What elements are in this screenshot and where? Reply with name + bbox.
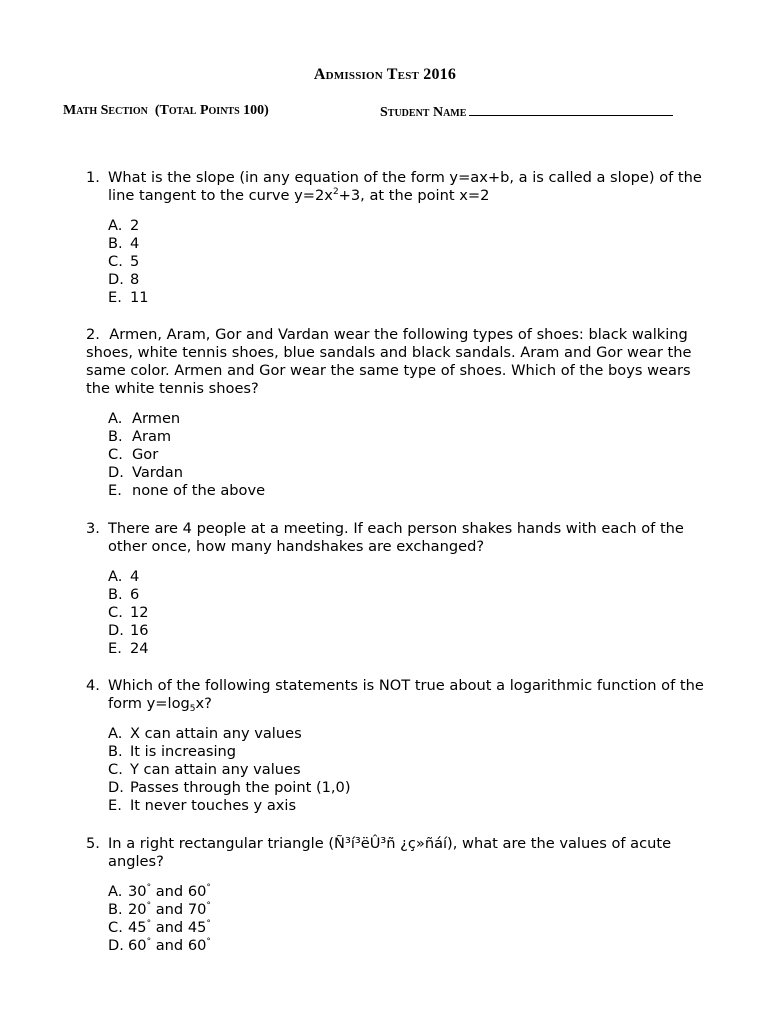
question-text: There are 4 people at a meeting. If each person shakes hands with each of the other once, how many handshakes are exchanged?: [108, 520, 684, 555]
options-list: [108, 725, 708, 815]
option-d[interactable]: D. 8: [108, 271, 140, 288]
option-b[interactable]: B. It is increasing: [108, 743, 237, 760]
options-list: [108, 217, 708, 307]
option-e[interactable]: E. It never touches y axis: [108, 797, 297, 814]
options-list: [108, 568, 708, 658]
question-text: In a right rectangular triangle (Ñ³í³ëÛ³ñ ¿ç»ñáí), what are the values of acute angles?: [108, 835, 672, 870]
option-b[interactable]: B. 4: [108, 235, 140, 252]
subscript: 5: [189, 704, 196, 714]
option-e[interactable]: E. none of the above: [108, 482, 266, 499]
option-c[interactable]: C. Gor: [108, 446, 159, 463]
question-number: 2.: [86, 326, 100, 343]
section-heading: Math Section (Total Points 100): [63, 103, 269, 118]
option-a[interactable]: A. 30° and 60°: [108, 883, 211, 900]
question-text: What is the slope (in any equation of the form y=ax+b, a is called a slope) of the line tangent to the curve $y=2x^2+3$, at the point x=2: [108, 169, 702, 204]
options-list: [108, 883, 708, 955]
option-c[interactable]: C. 45° and 45°: [108, 919, 211, 936]
option-a[interactable]: A. X can attain any values: [108, 725, 302, 742]
option-b[interactable]: B. Aram: [108, 428, 172, 445]
option-b[interactable]: B. 20° and 70°: [108, 901, 211, 918]
option-a[interactable]: A. 2: [108, 217, 140, 234]
question-text: 2. Armen, Aram, Gor and Vardan wear the following types of shoes: black walking shoes, white tennis shoes, blue sandals and black sandals. Aram and Gor wear the same color. Armen and Gor wear the same type of shoes. Which of the boys wears the white tennis shoes?: [86, 326, 692, 397]
question-number: 3.: [86, 520, 100, 537]
options-list: [108, 410, 714, 500]
question-5: [86, 835, 708, 955]
option-d[interactable]: D. Passes through the point (1,0): [108, 779, 351, 796]
question-number: 1.: [86, 169, 100, 186]
option-d[interactable]: D. 60° and 60°: [108, 937, 211, 954]
option-e[interactable]: E. 11: [108, 289, 149, 306]
question-1: [86, 169, 708, 307]
superscript: 2: [332, 187, 339, 197]
question-number: 4.: [86, 677, 100, 694]
question-2: [86, 326, 714, 500]
option-a[interactable]: A. Armen: [108, 410, 181, 427]
option-c[interactable]: C. 12: [108, 604, 149, 621]
option-e[interactable]: E. 24: [108, 640, 149, 657]
option-a[interactable]: A. 4: [108, 568, 140, 585]
student-name-row: [380, 103, 673, 121]
student-name-label: Student Name: [380, 105, 467, 120]
question-text: Which of the following statements is NOT true about a logarithmic function of the form $y=\log_5x$?: [108, 677, 704, 714]
option-c[interactable]: C. Y can attain any values: [108, 761, 301, 778]
student-name-blank[interactable]: [469, 103, 673, 116]
question-4: [86, 677, 708, 815]
page-title: Admission Test 2016: [313, 66, 457, 83]
question-number: 5.: [86, 835, 100, 852]
option-b[interactable]: B. 6: [108, 586, 140, 603]
option-d[interactable]: D. 16: [108, 622, 149, 639]
option-c[interactable]: C. 5: [108, 253, 140, 270]
option-d[interactable]: D. Vardan: [108, 464, 183, 481]
question-3: [86, 520, 708, 658]
